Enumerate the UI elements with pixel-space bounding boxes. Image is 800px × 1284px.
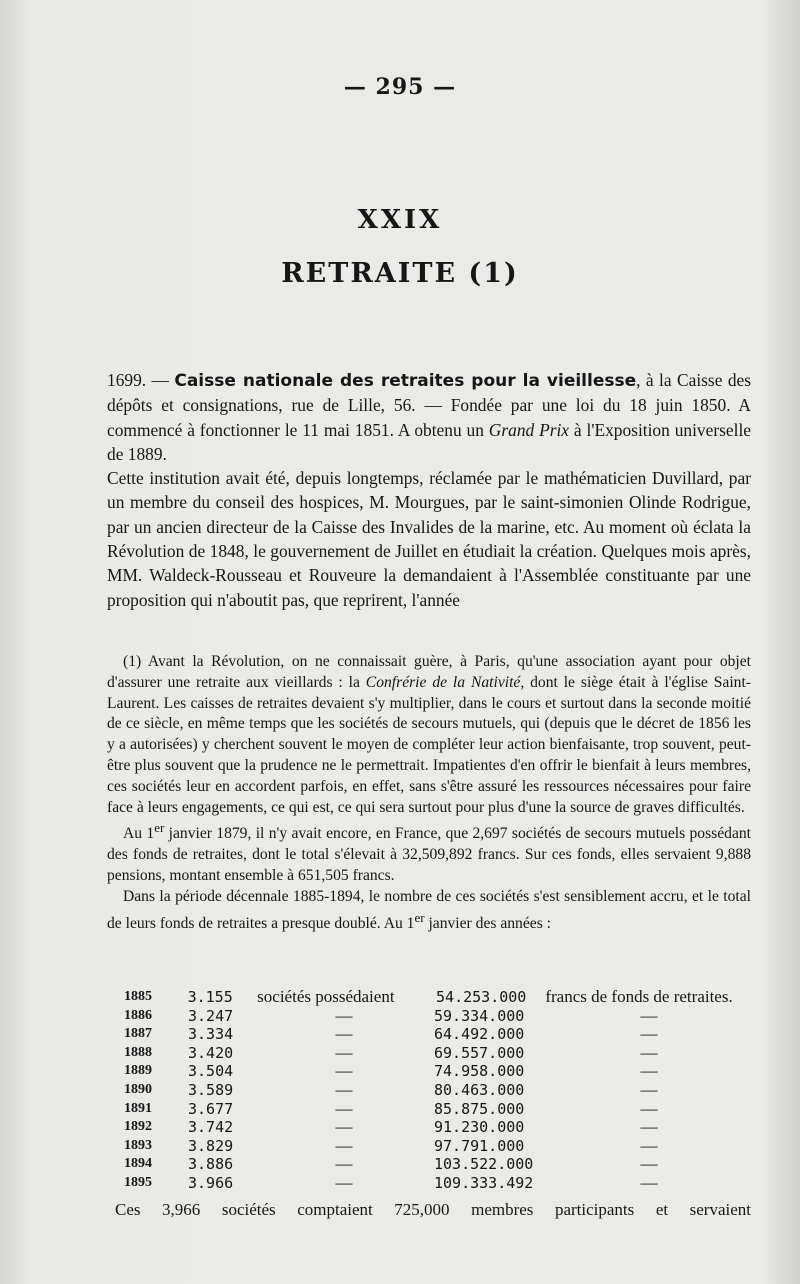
table-row xyxy=(124,1100,754,1119)
year-cell: 1891 xyxy=(124,1100,152,1116)
societies-cell: 3.334 xyxy=(188,1025,234,1044)
year-cell: 1894 xyxy=(124,1156,152,1172)
institution-name: Caisse nationale des retraites pour la vieillesse xyxy=(174,371,637,391)
year-cell: 1888 xyxy=(124,1044,152,1060)
societies-cell: 3.677 xyxy=(188,1099,234,1118)
funds-cell: 91.230.000 xyxy=(434,1118,525,1137)
societies-cell: 3.742 xyxy=(188,1118,234,1137)
year-cell: 1892 xyxy=(124,1119,152,1135)
chapter-title: RETRAITE (1) xyxy=(281,258,519,289)
paragraph-text: à l'Exposition universelle de 1889. xyxy=(107,419,751,464)
verb-cell: sociétés possédaient xyxy=(257,987,395,1006)
funds-cell: 80.463.000 xyxy=(434,1080,525,1099)
superscript: er xyxy=(414,909,425,925)
table-row xyxy=(124,1025,754,1044)
tail-cell: — xyxy=(640,1117,658,1137)
tail-cell: — xyxy=(640,1042,658,1062)
table-row xyxy=(124,1007,754,1026)
footnote-text: Au 1 xyxy=(123,825,155,843)
table-row xyxy=(124,1174,754,1193)
table-row xyxy=(124,1155,754,1174)
verb-cell: — xyxy=(335,1098,353,1118)
tail-cell: francs de fonds de retraites. xyxy=(545,987,733,1006)
societies-cell: 3.420 xyxy=(188,1043,234,1062)
verb-cell: — xyxy=(335,1135,353,1155)
footnote-text: , dont le siège était à l'église Saint-Laurent. Les caisses de retraites devaient s'y multiplier, dans le cours et surtout dans la seconde moitié de ce siècle, en même temps que les sociétés de secours mutuels, qui (depuis que le décret de 1856 les y a autorisées) y cherchent souvent le moyen de compléter leur action bienfaisante, trop souvent, peut-être plus souvent que la prudence ne le permettrait. Impatientes d'en offrir le bienfait à leurs membres, ces sociétés leur en accordent parfois, en effet, sans s'être assuré les ressources nécessaires pour faire face à leurs engagements, ce qui est, ce qui sera surtout pour plus d'une la source de graves difficultés. xyxy=(107,673,751,816)
societies-cell: 3.966 xyxy=(188,1173,234,1192)
paragraph-1699 xyxy=(107,368,751,466)
closing-line: Ces 3,966 sociétés comptaient 725,000 membres participants et servaient xyxy=(115,1200,751,1219)
funds-cell: 85.875.000 xyxy=(434,1099,525,1118)
tail-cell: — xyxy=(640,1172,658,1192)
footnote-text: janvier 1879, il n'y avait encore, en France, que 2,697 sociétés de secours mutuels possédant des fonds de retraites, dont le total s'élevait à 32,509,892 francs. Sur ces fonds, elles servaient 9,888 pensions, montant ensemble à 651,505 francs. xyxy=(107,825,751,885)
year-cell: 1889 xyxy=(124,1063,152,1079)
chapter-number: XXIX xyxy=(357,205,443,235)
year-cell: 1886 xyxy=(124,1007,152,1023)
societies-cell: 3.829 xyxy=(188,1136,234,1155)
footnote-text: janvier des années : xyxy=(424,914,551,932)
footnote-paragraph-2 xyxy=(107,818,751,887)
award-name: Grand Prix xyxy=(488,419,570,440)
verb-cell: — xyxy=(335,1117,353,1137)
superscript: er xyxy=(154,820,165,836)
table-row xyxy=(124,1062,754,1081)
paragraph-history: Cette institution avait été, depuis longtemps, réclamée par le mathématicien Duvillard, par un membre du conseil des hospices, M. Mourgues, par le saint-simonien Olinde Rodrigue, par un ancien directeur de la Caisse des Invalides de la marine, etc. Au moment où éclata la Révolution de 1848, le gouvernement de Juillet en étudiait la création. Quelques mois après, MM. Waldeck-Rousseau et Rouveure la demandaient à l'Assemblée constituante par une proposition qui n'aboutit pas, que reprirent, l'année xyxy=(107,468,751,610)
verb-cell: — xyxy=(335,1079,353,1099)
funds-cell: 74.958.000 xyxy=(434,1062,525,1081)
societies-cell: 3.886 xyxy=(188,1155,234,1174)
entry-number: 1699. — xyxy=(107,370,175,390)
tail-cell: — xyxy=(640,1024,658,1044)
tail-cell: — xyxy=(640,1061,658,1081)
funds-cell: 97.791.000 xyxy=(434,1136,525,1155)
societies-cell: 3.155 xyxy=(187,988,233,1006)
societies-cell: 3.247 xyxy=(188,1006,234,1025)
funds-cell: 59.334.000 xyxy=(434,1006,525,1025)
year-cell: 1895 xyxy=(124,1174,152,1190)
verb-cell: — xyxy=(335,1005,353,1025)
verb-cell: — xyxy=(335,1061,353,1081)
tail-cell: — xyxy=(640,1135,658,1155)
verb-cell: — xyxy=(335,1042,353,1062)
verb-cell: — xyxy=(335,1024,353,1044)
paragraph-text: , à la Caisse des dépôts et consignations, rue de Lille, 56. — Fondée par une loi du 18 juin 1850. A commencé à fonctionner le 11 mai 1851. A obtenu un xyxy=(107,370,752,440)
tail-cell: — xyxy=(640,1098,658,1118)
year-cell: 1893 xyxy=(124,1137,152,1153)
main-text xyxy=(107,368,751,612)
funds-cell: 69.557.000 xyxy=(434,1043,525,1062)
page-number: — 295 — xyxy=(343,74,457,100)
table-row xyxy=(124,1081,754,1100)
funds-cell: 103.522.000 xyxy=(434,1155,534,1174)
table-row xyxy=(124,1137,754,1156)
societies-cell: 3.589 xyxy=(188,1080,234,1099)
table-row xyxy=(124,1044,754,1063)
verb-cell: — xyxy=(335,1154,353,1174)
footnote-paragraph-3 xyxy=(107,887,751,935)
footnote xyxy=(107,652,751,935)
societies-cell: 3.504 xyxy=(188,1062,234,1081)
funds-cell: 54.253.000 xyxy=(436,988,527,1006)
verb-cell: — xyxy=(335,1172,353,1192)
tail-cell: — xyxy=(640,1079,658,1099)
footnote-text: Dans la période décennale 1885-1894, le nombre de ces sociétés s'est sensiblement accru, et le total de leurs fonds de retraites a presque doublé. Au 1 xyxy=(107,887,751,932)
tail-cell: — xyxy=(640,1154,658,1174)
year-cell: 1890 xyxy=(124,1081,152,1097)
footnote-paragraph-1 xyxy=(107,652,751,818)
tail-cell: — xyxy=(640,1005,658,1025)
year-cell: 1887 xyxy=(124,1026,152,1042)
year-cell: 1885 xyxy=(124,989,152,1004)
funds-cell: 64.492.000 xyxy=(434,1025,525,1044)
funds-cell: 109.333.492 xyxy=(434,1173,534,1192)
footnote-text: (1) Avant la Révolution, on ne connaissait guère, à Paris, qu'une association ayant pour objet d'assurer une retraite aux vieillards : la xyxy=(107,653,751,691)
table-row xyxy=(124,988,754,1007)
table-row xyxy=(124,1118,754,1137)
confrerie-name: Confrérie de la Nativité xyxy=(365,673,521,691)
retirement-funds-table xyxy=(124,988,754,1193)
